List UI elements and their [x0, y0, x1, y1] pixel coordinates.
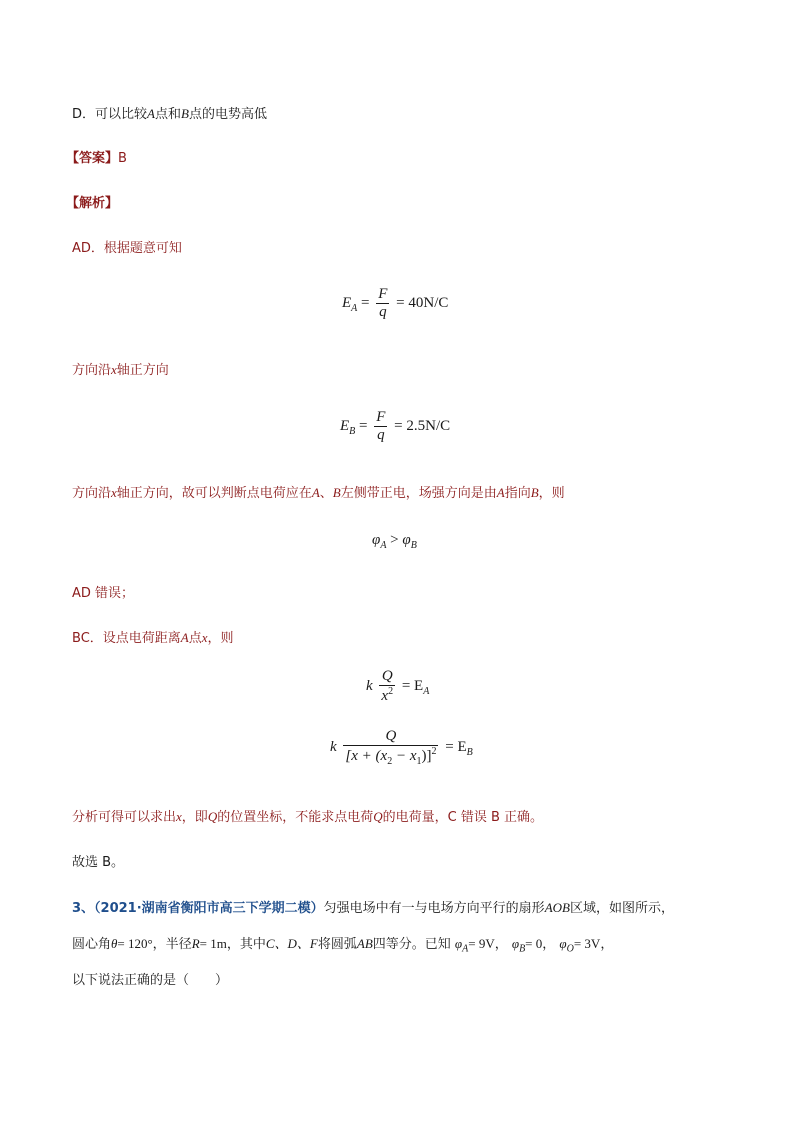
direction-line-2: 方向沿x轴正方向，故可以判断点电荷应在A、B左侧带正电，场强方向是由A指向B，则: [72, 485, 565, 501]
question-source: （2021·湖南省衡阳市高三下学期二模）: [94, 901, 324, 916]
option-d: D．可以比较A点和B点的电势高低: [72, 106, 267, 122]
equation-ea: $E_A$ = $\frac{F}{q}$ = 40N/C: [342, 286, 449, 320]
equation-phi-compare: $\varphi_A > \varphi_B$: [372, 532, 417, 551]
choose-line: 故选 B。: [72, 855, 125, 870]
direction-line-1: 方向沿x轴正方向: [72, 362, 169, 378]
ad-intro: AD．根据题意可知: [72, 241, 182, 256]
conclusion-line: 分析可得可以求出x，即Q的位置坐标，不能求点电荷Q的电荷量，C 错误 B 正确。: [72, 809, 544, 825]
ad-wrong: AD 错误；: [72, 586, 135, 601]
equation-eb: $E_B$ = $\frac{F}{q}$ = 2.5N/C: [340, 409, 451, 443]
question-3-line-3: 以下说法正确的是（ ）: [72, 973, 229, 988]
question-3-line-2: 圆心角θ= 120°，半径R= 1m，其中C、D、F将圆弧AB四等分。已知 $\varphi_A= 9V$， $\varphi_B= 0$， $\varphi_O= 3V$，: [72, 936, 614, 955]
equation-coulomb-a: k $\frac{Q}{x^2}$ = $E_A$: [366, 668, 430, 704]
analysis-label: 【解析】: [66, 196, 119, 211]
bc-line: BC．设点电荷距离A点x，则: [72, 630, 234, 646]
equation-coulomb-b: k $\frac{Q}{[x + (x_2 - x_1)]^2}$ = $E_B$: [330, 728, 473, 767]
answer-line: 【答案】B: [66, 151, 127, 166]
question-3-line-1: 3、（2021·湖南省衡阳市高三下学期二模）匀强电场中有一与电场方向平行的扇形AOB区域，如图所示，: [72, 900, 674, 916]
